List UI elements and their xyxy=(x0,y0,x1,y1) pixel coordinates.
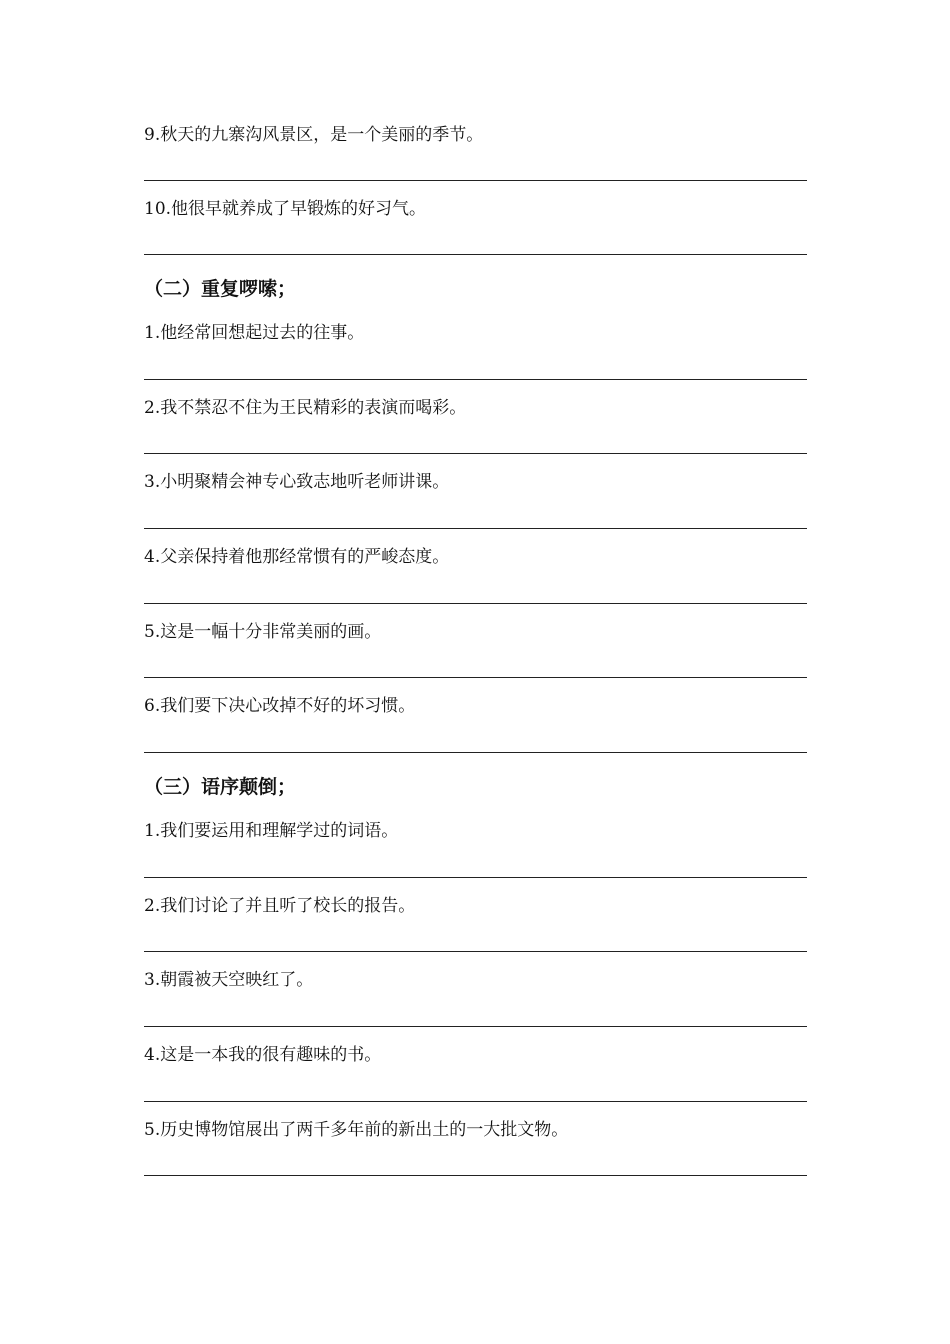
section-heading-repetition: （二）重复啰嗦； xyxy=(144,278,297,300)
answer-line[interactable] xyxy=(144,1026,807,1027)
question-item: 1.他经常回想起过去的往事。 xyxy=(144,323,365,343)
question-item: 5.历史博物馆展出了两千多年前的新出土的一大批文物。 xyxy=(144,1120,569,1140)
answer-line[interactable] xyxy=(144,1101,807,1102)
answer-line[interactable] xyxy=(144,877,807,878)
question-item: 4.父亲保持着他那经常惯有的严峻态度。 xyxy=(144,547,450,567)
question-item: 5.这是一幅十分非常美丽的画。 xyxy=(144,622,382,642)
answer-line[interactable] xyxy=(144,951,807,952)
question-item: 2.我不禁忍不住为王民精彩的表演而喝彩。 xyxy=(144,398,467,418)
section-heading-word-order: （三）语序颠倒； xyxy=(144,776,297,798)
answer-line[interactable] xyxy=(144,677,807,678)
answer-line[interactable] xyxy=(144,528,807,529)
answer-line[interactable] xyxy=(144,379,807,380)
answer-line[interactable] xyxy=(144,453,807,454)
answer-line[interactable] xyxy=(144,603,807,604)
question-item: 6.我们要下决心改掉不好的坏习惯。 xyxy=(144,696,416,716)
question-item-9: 9.秋天的九寨沟风景区，是一个美丽的季节。 xyxy=(144,125,484,145)
answer-line[interactable] xyxy=(144,752,807,753)
answer-line[interactable] xyxy=(144,254,807,255)
question-item: 2.我们讨论了并且听了校长的报告。 xyxy=(144,896,416,916)
question-item: 4.这是一本我的很有趣味的书。 xyxy=(144,1045,382,1065)
question-item: 1.我们要运用和理解学过的词语。 xyxy=(144,821,399,841)
question-item: 3.小明聚精会神专心致志地听老师讲课。 xyxy=(144,472,450,492)
answer-line[interactable] xyxy=(144,180,807,181)
answer-line[interactable] xyxy=(144,1175,807,1176)
question-item: 3.朝霞被天空映红了。 xyxy=(144,970,314,990)
question-item-10: 10.他很早就养成了早锻炼的好习气。 xyxy=(144,199,427,219)
